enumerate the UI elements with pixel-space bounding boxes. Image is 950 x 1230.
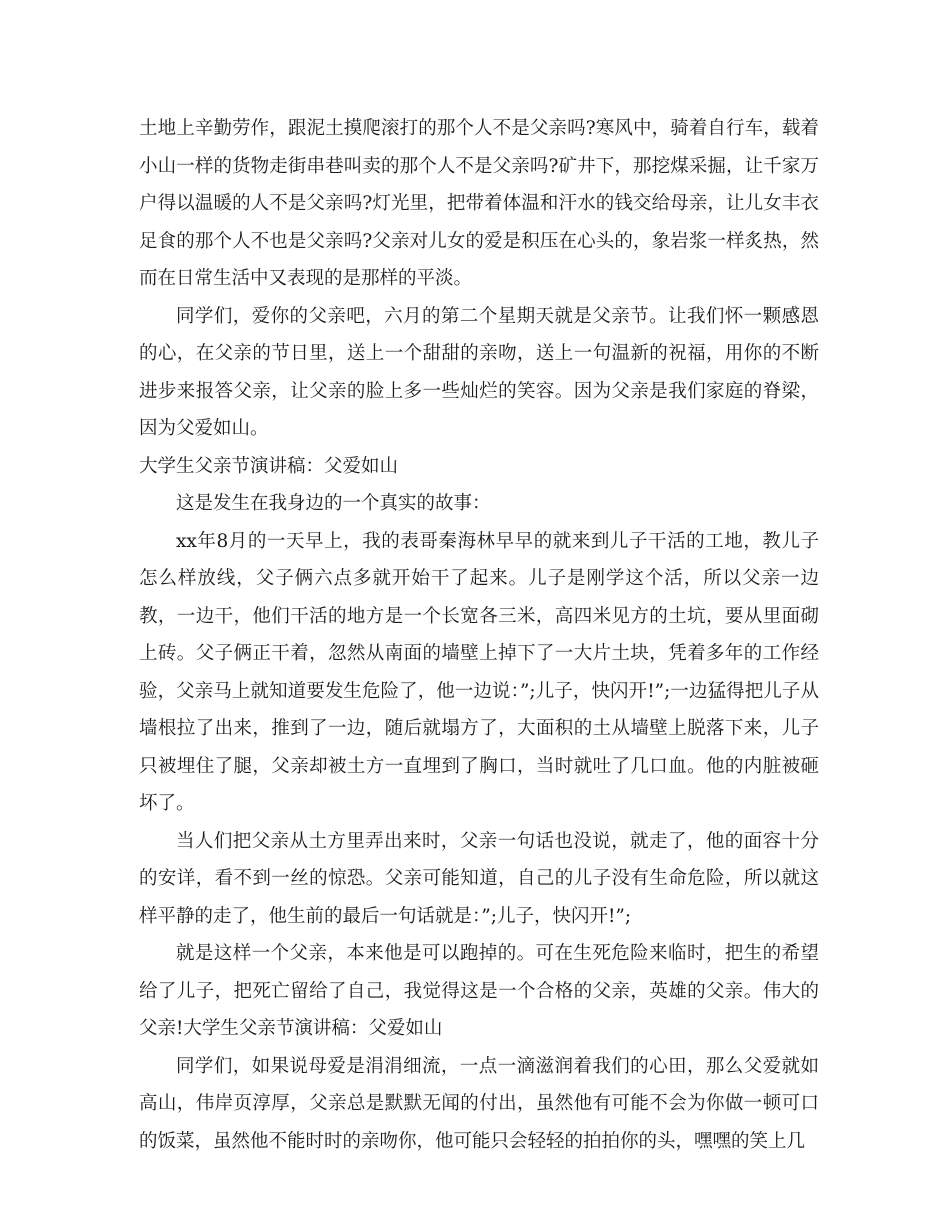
paragraph: 同学们，如果说母爱是涓涓细流，一点一滴滋润着我们的心田，那么父爱就如高山，伟岸页淳厚，父亲总是默默无闻的付出，虽然他有可能不会为你做一顿可口的饭菜，虽然他不能时时的亲吻你，他可能只会轻轻的拍拍你的头，嘿嘿的笑上几 <box>139 1055 819 1152</box>
paragraph: 这是发生在我身边的一个真实的故事： <box>176 493 491 514</box>
paragraph: 土地上辛勤劳作，跟泥土摸爬滚打的那个人不是父亲吗?寒风中，骑着自行车，载着小山一样的货物走街串巷叫卖的那个人不是父亲吗?矿井下，那挖煤采掘，让千家万户得以温暖的人不是父亲吗?灯光里，把带着体温和汗水的钱交给母亲，让儿女丰衣足食的那个人不也是父亲吗?父亲对儿女的爱是积压在心头的，象岩浆一样炙热，然而在日常生活中又表现的是那样的平淡。 <box>139 118 819 289</box>
document-body <box>139 110 819 1160</box>
paragraph: 当人们把父亲从土方里弄出来时，父亲一句话也没说，就走了，他的面容十分的安详，看不到一丝的惊恐。父亲可能知道，自己的儿子没有生命危险，所以就这样平静的走了，他生前的最后一句话就是：”;儿子，快闪开!”; <box>139 830 819 927</box>
section-heading: 大学生父亲节演讲稿：父爱如山 <box>139 455 399 477</box>
paragraph: 就是这样一个父亲，本来他是可以跑掉的。可在生死危险来临时，把生的希望给了儿子，把死亡留给了自己，我觉得这是一个合格的父亲，英雄的父亲。伟大的父亲!大学生父亲节演讲稿：父爱如山 <box>139 943 819 1039</box>
paragraph: xx年8月的一天早上，我的表哥秦海林早早的就来到儿子干活的工地，教儿子怎么样放线，父子俩六点多就开始干了起来。儿子是刚学这个活，所以父亲一边教，一边干，他们干活的地方是一个长宽各三米，高四米见方的土坑，要从里面砌上砖。父子俩正干着，忽然从南面的墙壁上掉下了一大片土块，凭着多年的工作经验，父亲马上就知道要发生危险了，他一边说：”;儿子，快闪开!”;一边猛得把儿子从墙根拉了出来，推到了一边，随后就塌方了，大面积的土从墙壁上脱落下来，儿子只被埋住了腿，父亲却被土方一直埋到了胸口，当时就吐了几口血。他的内脏被砸坏了。 <box>139 530 819 814</box>
paragraph: 同学们，爱你的父亲吧，六月的第二个星期天就是父亲节。让我们怀一颗感恩的心，在父亲的节日里，送上一个甜甜的亲吻，送上一句温新的祝福，用你的不断进步来报答父亲，让父亲的脸上多一些灿烂的笑容。因为父亲是我们家庭的脊梁，因为父爱如山。 <box>139 305 819 439</box>
